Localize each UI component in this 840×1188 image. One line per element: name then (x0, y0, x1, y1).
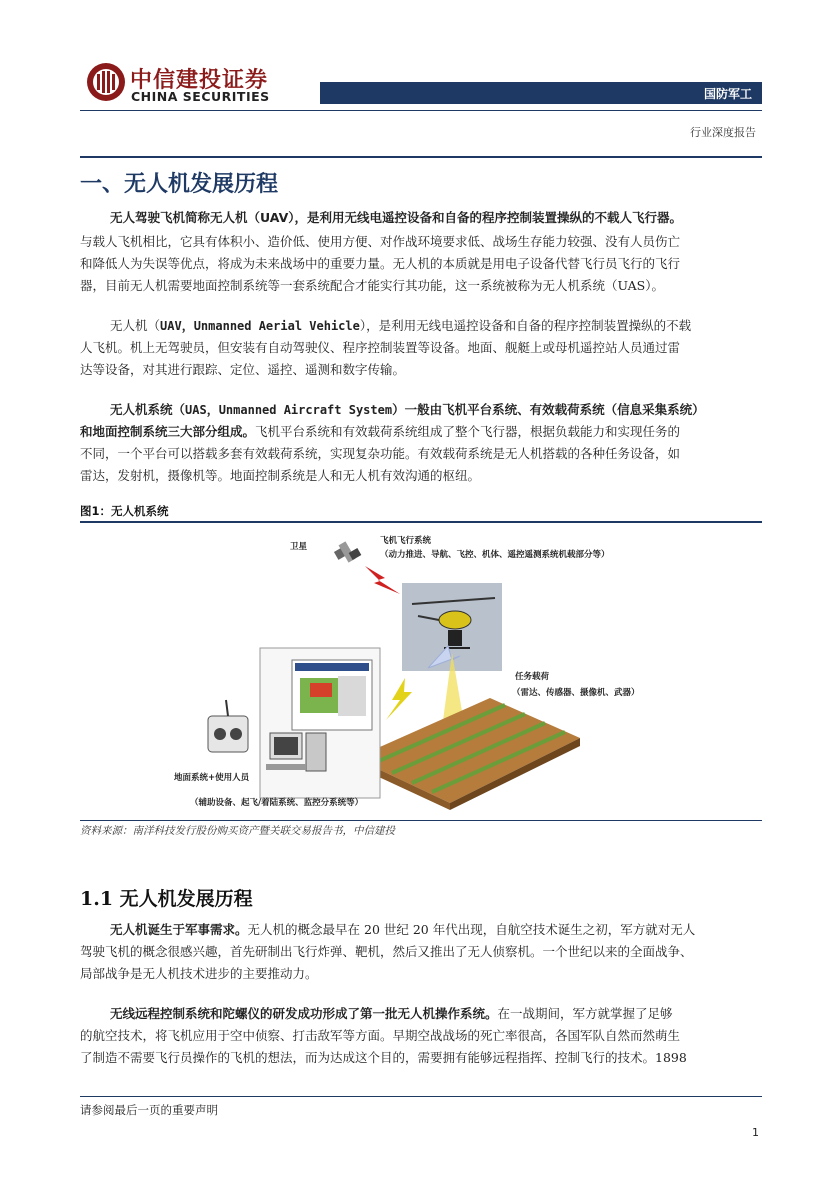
para2-line1-c: ），是利用无线电遥控设备和自备的程序控制装置操纵的不载 (359, 318, 692, 333)
para5-line1-bold: 无线远程控制系统和陀螺仪的研发成功形成了第一批无人机操作系统。 (110, 1006, 498, 1021)
para3-line2-rest: 飞机平台系统和有效载荷系统组成了整个飞行器，根据负载能力和实现任务的 (255, 424, 681, 439)
farm-field-icon (355, 698, 580, 810)
figure-top-divider (80, 521, 762, 523)
para4-line2: 驾驶飞机的概念很感兴趣，首先研制出飞行炸弹、靶机，然后又推出了无人侦察机。一个世纪以来的全面战争、 (80, 944, 693, 959)
para3-line4: 雷达，发射机，摄像机等。地面控制系统是人和无人机有效沟通的枢纽。 (80, 468, 481, 483)
para4-line1 (110, 922, 695, 938)
monitor-screen-icon (292, 660, 372, 730)
para5-line1-rest: 在一战期间，军方就掌握了足够 (497, 1006, 673, 1021)
para5-line2: 的航空技术，将飞机应用于空中侦察、打击敌军等方面。早期空战战场的死亡率很高，各国军队自然而然萌生 (80, 1028, 681, 1043)
para4-line1-rest: 无人机的概念最早在 20 世纪 20 年代出现，自航空技术诞生之初，军方就对无人 (247, 922, 696, 937)
disclaimer-note: 请参阅最后一页的重要声明 (80, 1103, 218, 1117)
para5-line3: 了制造不需要飞行员操作的飞机的想法，而为达成这个目的，需要拥有能够远程指挥、控制飞行的技术。1898 (80, 1050, 687, 1065)
label-satellite: 卫星 (290, 542, 308, 552)
computer-terminal-icon (266, 733, 326, 771)
label-flight-system-detail: （动力推进、导航、飞控、机体、遥控遥测系统机载部分等） (380, 550, 610, 560)
uav-system-diagram (160, 528, 680, 816)
label-flight-system: 飞机飞行系统 (380, 536, 432, 546)
para3-line3: 不同，一个平台可以搭载多套有效载荷系统，实现复杂功能。有效载荷系统是无人机搭载的各种任务设备，如 (80, 446, 681, 461)
label-payload: 任务载荷 (515, 672, 550, 682)
para1-line1: 无人驾驶飞机简称无人机（UAV），是利用无线电遥控设备和自备的程序控制装置操纵的不载人飞行器。 (110, 210, 683, 225)
remote-controller-icon (208, 700, 248, 752)
para1-line4: 器，目前无人机需要地面控制系统等一套系统配合才能实行其功能，这一系统被称为无人机系统（UAS）。 (80, 278, 664, 293)
para2-line1 (110, 318, 691, 334)
para2-line1-b: UAV，Unmanned Aerial Vehicle (160, 319, 360, 333)
footer-divider (80, 1096, 762, 1097)
para2-line3: 达等设备，对其进行跟踪、定位、遥控、遥测和数字传输。 (80, 362, 406, 377)
report-divider (80, 156, 762, 158)
label-ground-system: 地面系统+使用人员 (174, 773, 250, 783)
para2-line2: 人飞机。机上无驾驶员，但安装有自动驾驶仪、程序控制装置等设备。地面、舰艇上或母机遥控站人员通过雷 (80, 340, 681, 355)
page-number: 1 (752, 1126, 759, 1139)
subsection-heading: 1.1 无人机发展历程 (80, 888, 253, 910)
section-tag-bar (320, 82, 762, 104)
para3-line1-c: ）一般由飞机平台系统、有效载荷系统（信息采集系统） (392, 402, 705, 417)
label-payload-detail: （雷达、传感器、摄像机、武器） (512, 688, 640, 698)
para3-line1 (110, 402, 705, 418)
label-ground-system-detail: （辅助设备、起飞/着陆系统、监控分系统等） (190, 798, 364, 808)
para1-line2: 与载人飞机相比，它具有体积小、造价低、使用方便、对作战环境要求低、战场生存能力较强、没有人员伤亡 (80, 234, 681, 249)
signal-bolt-red-icon (365, 566, 400, 594)
para3-line2-bold: 和地面控制系统三大部分组成。 (80, 424, 256, 439)
para3-line2 (80, 424, 680, 440)
figure-caption: 图1：无人机系统 (80, 504, 169, 518)
para5-line1 (110, 1006, 673, 1022)
section-heading: 一、无人机发展历程 (80, 172, 279, 197)
china-securities-logo-icon (86, 62, 126, 102)
brand-name-en: CHINA SECURITIES (131, 89, 270, 104)
header-divider (80, 110, 762, 111)
para1-line3: 和降低人为失误等优点，将成为未来战场中的重要力量。无人机的本质就是用电子设备代替飞行员飞行的飞行 (80, 256, 681, 271)
para4-line3: 局部战争是无人机技术进步的主要推动力。 (80, 966, 318, 981)
para4-line1-bold: 无人机诞生于军事需求。 (110, 922, 248, 937)
signal-bolt-yellow-icon (386, 678, 412, 720)
para3-line1-b: UAS，Unmanned Aircraft System (185, 403, 393, 417)
report-type: 行业深度报告 (690, 126, 756, 139)
figure-source: 资料来源：南洋科技发行股份购买资产暨关联交易报告书，中信建投 (80, 825, 395, 837)
para3-line1-a: 无人机系统（ (110, 402, 186, 417)
figure-bottom-divider (80, 820, 762, 821)
para2-line1-a: 无人机（ (110, 318, 161, 333)
brand-name-cn: 中信建投证券 (130, 68, 269, 93)
satellite-icon (334, 541, 361, 562)
section-tag: 国防军工 (703, 87, 752, 101)
